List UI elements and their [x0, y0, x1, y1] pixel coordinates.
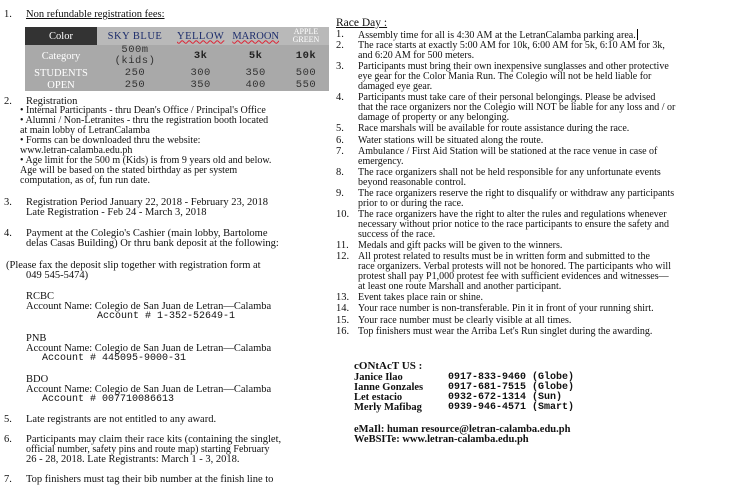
race-rule-line: Race marshals will be available for route assistance during the race. — [358, 123, 630, 135]
race-rule-line: necessary without prior notice to the race participants to ensure the safety and — [358, 218, 669, 230]
fee-table-cell: 500 — [283, 67, 329, 79]
fee-table-cell: 3k — [173, 45, 228, 67]
race-rule-line: Your race number is non-transferable. Pin it in front of your running shirt. — [358, 303, 654, 315]
race-rule-number: 3. — [336, 61, 344, 73]
fee-table-cell: 250 — [97, 67, 173, 79]
bank-account-name: Account Name: Colegio de San Juan de Letran—Calamba — [26, 301, 272, 312]
race-kit-line: official number, safety pins and route map) starting February — [26, 444, 270, 455]
race-rule-number: 1. — [336, 29, 344, 40]
fee-table-cell: 400 — [228, 79, 283, 91]
race-rule-line: Medals and gift packs will be given to the winners. — [358, 240, 563, 251]
fee-table-cell: 5k — [228, 45, 283, 67]
race-rule-line: race organizers. Verbal protests will not be honored. The participants who will — [358, 261, 671, 273]
registration-line: at main lobby of LetranCalamba — [20, 125, 150, 136]
race-rule-line: emergency. — [358, 155, 404, 167]
fax-note: (Please fax the deposit slip together with registration form at — [6, 260, 261, 271]
item-number: 4. — [4, 228, 12, 239]
fee-table-header: YELLOW — [173, 27, 228, 45]
race-rule-line: The race organizers shall not be held responsible for any unfortunate events — [358, 166, 661, 178]
race-rule-line: The race organizers reserve the right to disqualify or withdraw any participants — [358, 187, 675, 199]
race-rule-line: success of the race. — [358, 228, 436, 240]
fee-table-cell: 10k — [283, 45, 329, 67]
contact-phone: 0932-672-1314 (Sun) — [448, 392, 563, 403]
fee-table-cell: 250 — [97, 79, 173, 91]
race-rule-line: Participants must take care of their personal belongings. Please be advised — [358, 92, 656, 104]
fee-table-cell: 550 — [283, 79, 329, 91]
contact-phone: 0917-833-9460 (Globe) — [448, 372, 575, 383]
fee-table — [25, 27, 329, 91]
race-rule-number: 14. — [336, 303, 350, 315]
race-rule-line: eye gear for the Color Mania Run. The Colegio will not be held liable for — [358, 71, 652, 83]
bank-name: BDO — [26, 374, 49, 385]
fee-table-header: MAROON — [228, 27, 283, 45]
race-kit-line: Participants may claim their race kits (containing the singlet, — [26, 434, 282, 445]
race-rule-line: prior to or during the race. — [358, 197, 464, 209]
fee-table-cell: 350 — [228, 67, 283, 79]
registration-line: Age will be based on the stated birthday as per system — [20, 165, 238, 176]
late-registration: Late Registration - Feb 24 - March 3, 2018 — [26, 207, 207, 218]
contact-name: Ianne Gonzales — [354, 382, 424, 393]
fee-table-cell: 300 — [173, 67, 228, 79]
contact-website: WeBSITe: www.letran-calamba.edu.ph — [354, 434, 529, 445]
registration-line: • Forms can be downloaded thru the website: — [20, 135, 201, 146]
bank-account-name: Account Name: Colegio de San Juan de Letran—Calamba — [26, 384, 272, 395]
race-rule-line: and 6:20 AM for 500 meters. — [358, 50, 475, 62]
race-rule-number: 15. — [336, 314, 350, 326]
race-kit-line: 26 - 28, 2018. Late Registrants: March 1 - 3, 2018. — [26, 454, 240, 465]
race-rule-line: at least one route Marshall and another participant. — [358, 280, 562, 292]
registration-line: • Alumni / Non-Letranites - thru the registration booth located — [20, 115, 269, 126]
race-rule-line: Participants must bring their own inexpensive sunglasses and other protective — [358, 61, 669, 73]
fee-table-row-label: OPEN — [25, 79, 97, 91]
race-rule-line: protest shall pay P1,000 protest fee with sufficient evidences and witnesses— — [358, 271, 669, 282]
registration-line: • Age limit for the 500 m (Kids) is from 9 years old and below. — [20, 155, 272, 166]
registration-line: computation, as of, fun run date. — [20, 175, 150, 186]
registration-line: • Internal Participants - thru Dean's Office / Principal's Office — [20, 105, 266, 116]
bank-name: PNB — [26, 333, 47, 344]
payment-line: Payment at the Colegio's Cashier (main lobby, Bartolome — [26, 228, 268, 239]
race-rule-number: 11. — [336, 240, 349, 251]
race-rule-line: Your race number must be clearly visible at all times. — [358, 314, 572, 326]
fee-table-cell: 350 — [173, 79, 228, 91]
bank-account-name: Account Name: Colegio de San Juan de Letran—Calamba — [26, 343, 272, 354]
race-rule-line: The race organizers have the right to alter the rules and regulations whenever — [358, 209, 667, 220]
registration-period: Registration Period January 22, 2018 - February 23, 2018 — [26, 197, 269, 208]
fee-table-header: APPLE GREEN — [283, 27, 329, 45]
race-rule-number: 2. — [336, 40, 344, 52]
race-rule-number: 8. — [336, 166, 344, 178]
race-rule-line: Event takes place rain or shine. — [358, 292, 483, 304]
fee-table-cell: 500m (kids) — [97, 45, 173, 67]
item-number: 1. — [4, 9, 12, 20]
race-rule-number: 7. — [336, 145, 344, 157]
fees-title: Non refundable registration fees: — [26, 9, 165, 20]
contact-name: Janice Ilao — [354, 372, 403, 383]
race-rule-number: 10. — [336, 209, 350, 220]
registration-title: Registration — [26, 96, 78, 107]
fax-number: 049 545-5474) — [26, 270, 89, 281]
race-rule-line: Ambulance / First Aid Station will be stationed at the race venue in case of — [358, 145, 658, 157]
race-rule-line: that the race organizers nor the Colegio will NOT be liable for any loss and / or — [358, 102, 676, 114]
race-rule-number: 12. — [336, 251, 350, 263]
race-rule-line: Water stations will be situated along the route. — [358, 134, 544, 146]
race-rule-number: 5. — [336, 123, 344, 135]
bank-account-number: Account # 1-352-52649-1 — [97, 311, 236, 322]
item-number: 6. — [4, 434, 12, 445]
text-cursor — [637, 29, 638, 40]
race-rule-line: Top finishers must wear the Arriba Let's Run singlet during the awarding. — [358, 325, 653, 337]
race-rule-line: The race starts at exactly 5:00 AM for 10k, 6:00 AM for 5k, 6:10 AM for 3k, — [358, 40, 665, 52]
contact-phone: 0939-946-4571 (Smart) — [448, 402, 575, 413]
item-number: 2. — [4, 96, 12, 107]
race-rule-line: damaged eye gear. — [358, 81, 433, 93]
bank-name: RCBC — [26, 291, 55, 302]
contact-email: eMaIl: human resource@letran-calamba.edu.ph — [354, 424, 571, 435]
top-finisher-note: Top finishers must tag their bib number at the finish line to — [26, 474, 274, 485]
fee-table-row-label: Category — [25, 45, 97, 67]
race-rule-line: damage of property or any belonging. — [358, 112, 510, 124]
contact-phone: 0917-681-7515 (Globe) — [448, 382, 575, 393]
race-day-title: Race Day : — [336, 17, 388, 29]
race-rule-line: Assembly time for all is 4:30 AM at the LetranCalamba parking area. — [358, 30, 636, 41]
contact-title: cONtAcT US : — [354, 360, 423, 372]
item-number: 3. — [4, 197, 12, 208]
payment-line: delas Casas Building) Or thru bank deposit at the following: — [26, 238, 279, 249]
late-registrant-note: Late registrants are not entitled to any award. — [26, 414, 217, 425]
fee-table-header: Color — [25, 27, 97, 45]
race-rule-number: 16. — [336, 325, 350, 337]
fee-table-header: SKY BLUE — [97, 27, 173, 45]
race-rule-number: 13. — [336, 292, 350, 304]
bank-account-number: Account # 007710086613 — [42, 394, 175, 405]
contact-name: Let estacio — [354, 392, 403, 403]
bank-account-number: Account # 445095-9000-31 — [42, 353, 187, 364]
race-rule-number: 4. — [336, 92, 344, 104]
contact-name: Merly Mafibag — [354, 402, 422, 413]
registration-website: www.letran-calamba.edu.ph — [20, 145, 133, 156]
item-number: 7. — [4, 474, 12, 485]
item-number: 5. — [4, 414, 12, 425]
race-rule-line: All protest related to results must be in written form and submitted to the — [358, 251, 650, 263]
race-rule-number: 9. — [336, 187, 344, 199]
race-rule-line: beyond reasonable control. — [358, 176, 467, 188]
fee-table-row-label: STUDENTS — [25, 67, 97, 79]
race-rule-number: 6. — [336, 134, 344, 146]
